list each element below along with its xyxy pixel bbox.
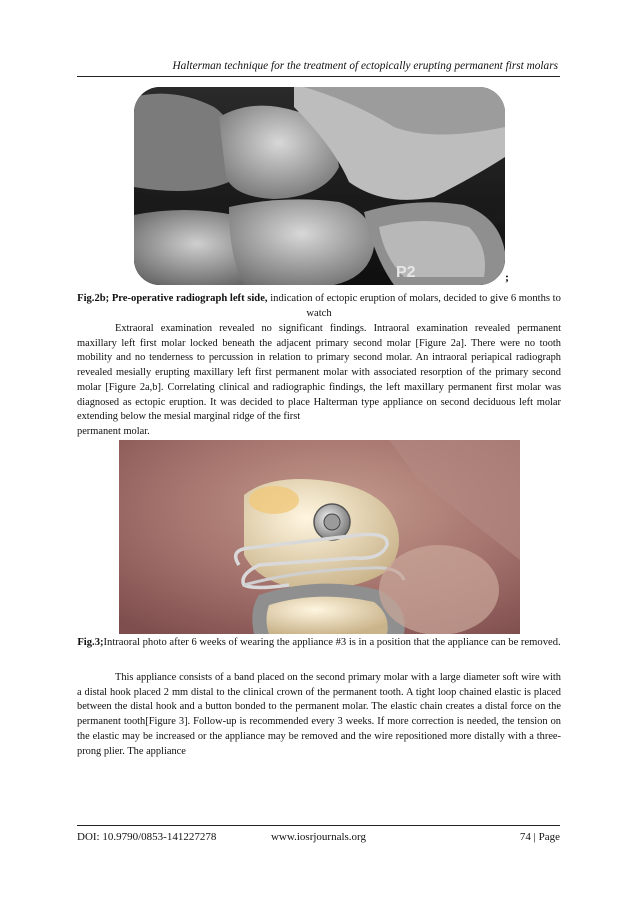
radiograph-label: P2	[396, 264, 416, 281]
figure-3-caption	[77, 636, 561, 651]
radiograph-image	[134, 87, 505, 285]
figure-2b-caption	[77, 291, 561, 321]
body-paragraph-1	[77, 322, 561, 440]
running-header-title: Halterman technique for the treatment of ectopically erupting permanent first molars	[172, 60, 558, 72]
footer-doi: DOI: 10.9790/0853-141227278	[77, 831, 217, 843]
footer-page-number: 74 | Page	[519, 831, 560, 843]
intraoral-photo	[119, 440, 520, 634]
paragraph-1-text: Extraoral examination revealed no significant findings. Intraoral examination revealed permanent maxillary left first molar locked beneath the adjacent primary second molar [Figure 2a]. There were no tooth mobility and no tenderness to percussion in relation to primary second molar. An intraoral periapical radiograph revealed mesially erupting maxillary left first permanent molar with associated resorption of the primary second molar [Figure 2a,b]. Correlating clinical and radiographic findings, the left maxillary permanent first molar was diagnosed as ectopic eruption. It was decided to place Halterman type appliance on second deciduous left molar extending below the mesial marginal ridge of the first	[77, 323, 561, 423]
header-divider	[77, 76, 560, 77]
figure-3-caption-text: Intraoral photo after 6 weeks of wearing the appliance #3 is in a position that the appliance can be removed.	[103, 637, 561, 648]
paragraph-1-last-line: permanent molar.	[77, 425, 150, 437]
figure-3-caption-label: Fig.3;	[77, 637, 104, 648]
figure-trailing-mark: ;	[505, 270, 509, 284]
body-paragraph-2: This appliance consists of a band placed on the second primary molar with a large diameter soft wire with a distal hook placed 2 mm distal to the clinical crown of the permanent tooth. A tight loop chained elastic is placed between the distal hook and a button bonded to the permanent molar. The elastic chain creates a distal force on the permanent tooth[Figure 3]. Follow-up is recommended every 3 weeks. If more correction is needed, the tension on the elastic may be increased or the appliance may be removed and the wire repositioned more distally with a three-prong plier. The appliance	[77, 672, 561, 757]
footer-website-link[interactable]: www.iosrjournals.org	[270, 831, 367, 843]
figure-2b-caption-text: indication of ectopic eruption of molars, decided to give 6 months to watch	[267, 293, 561, 319]
footer-divider	[77, 825, 560, 826]
figure-2b-caption-label: Fig.2b; Pre-operative radiograph left side,	[77, 293, 268, 304]
